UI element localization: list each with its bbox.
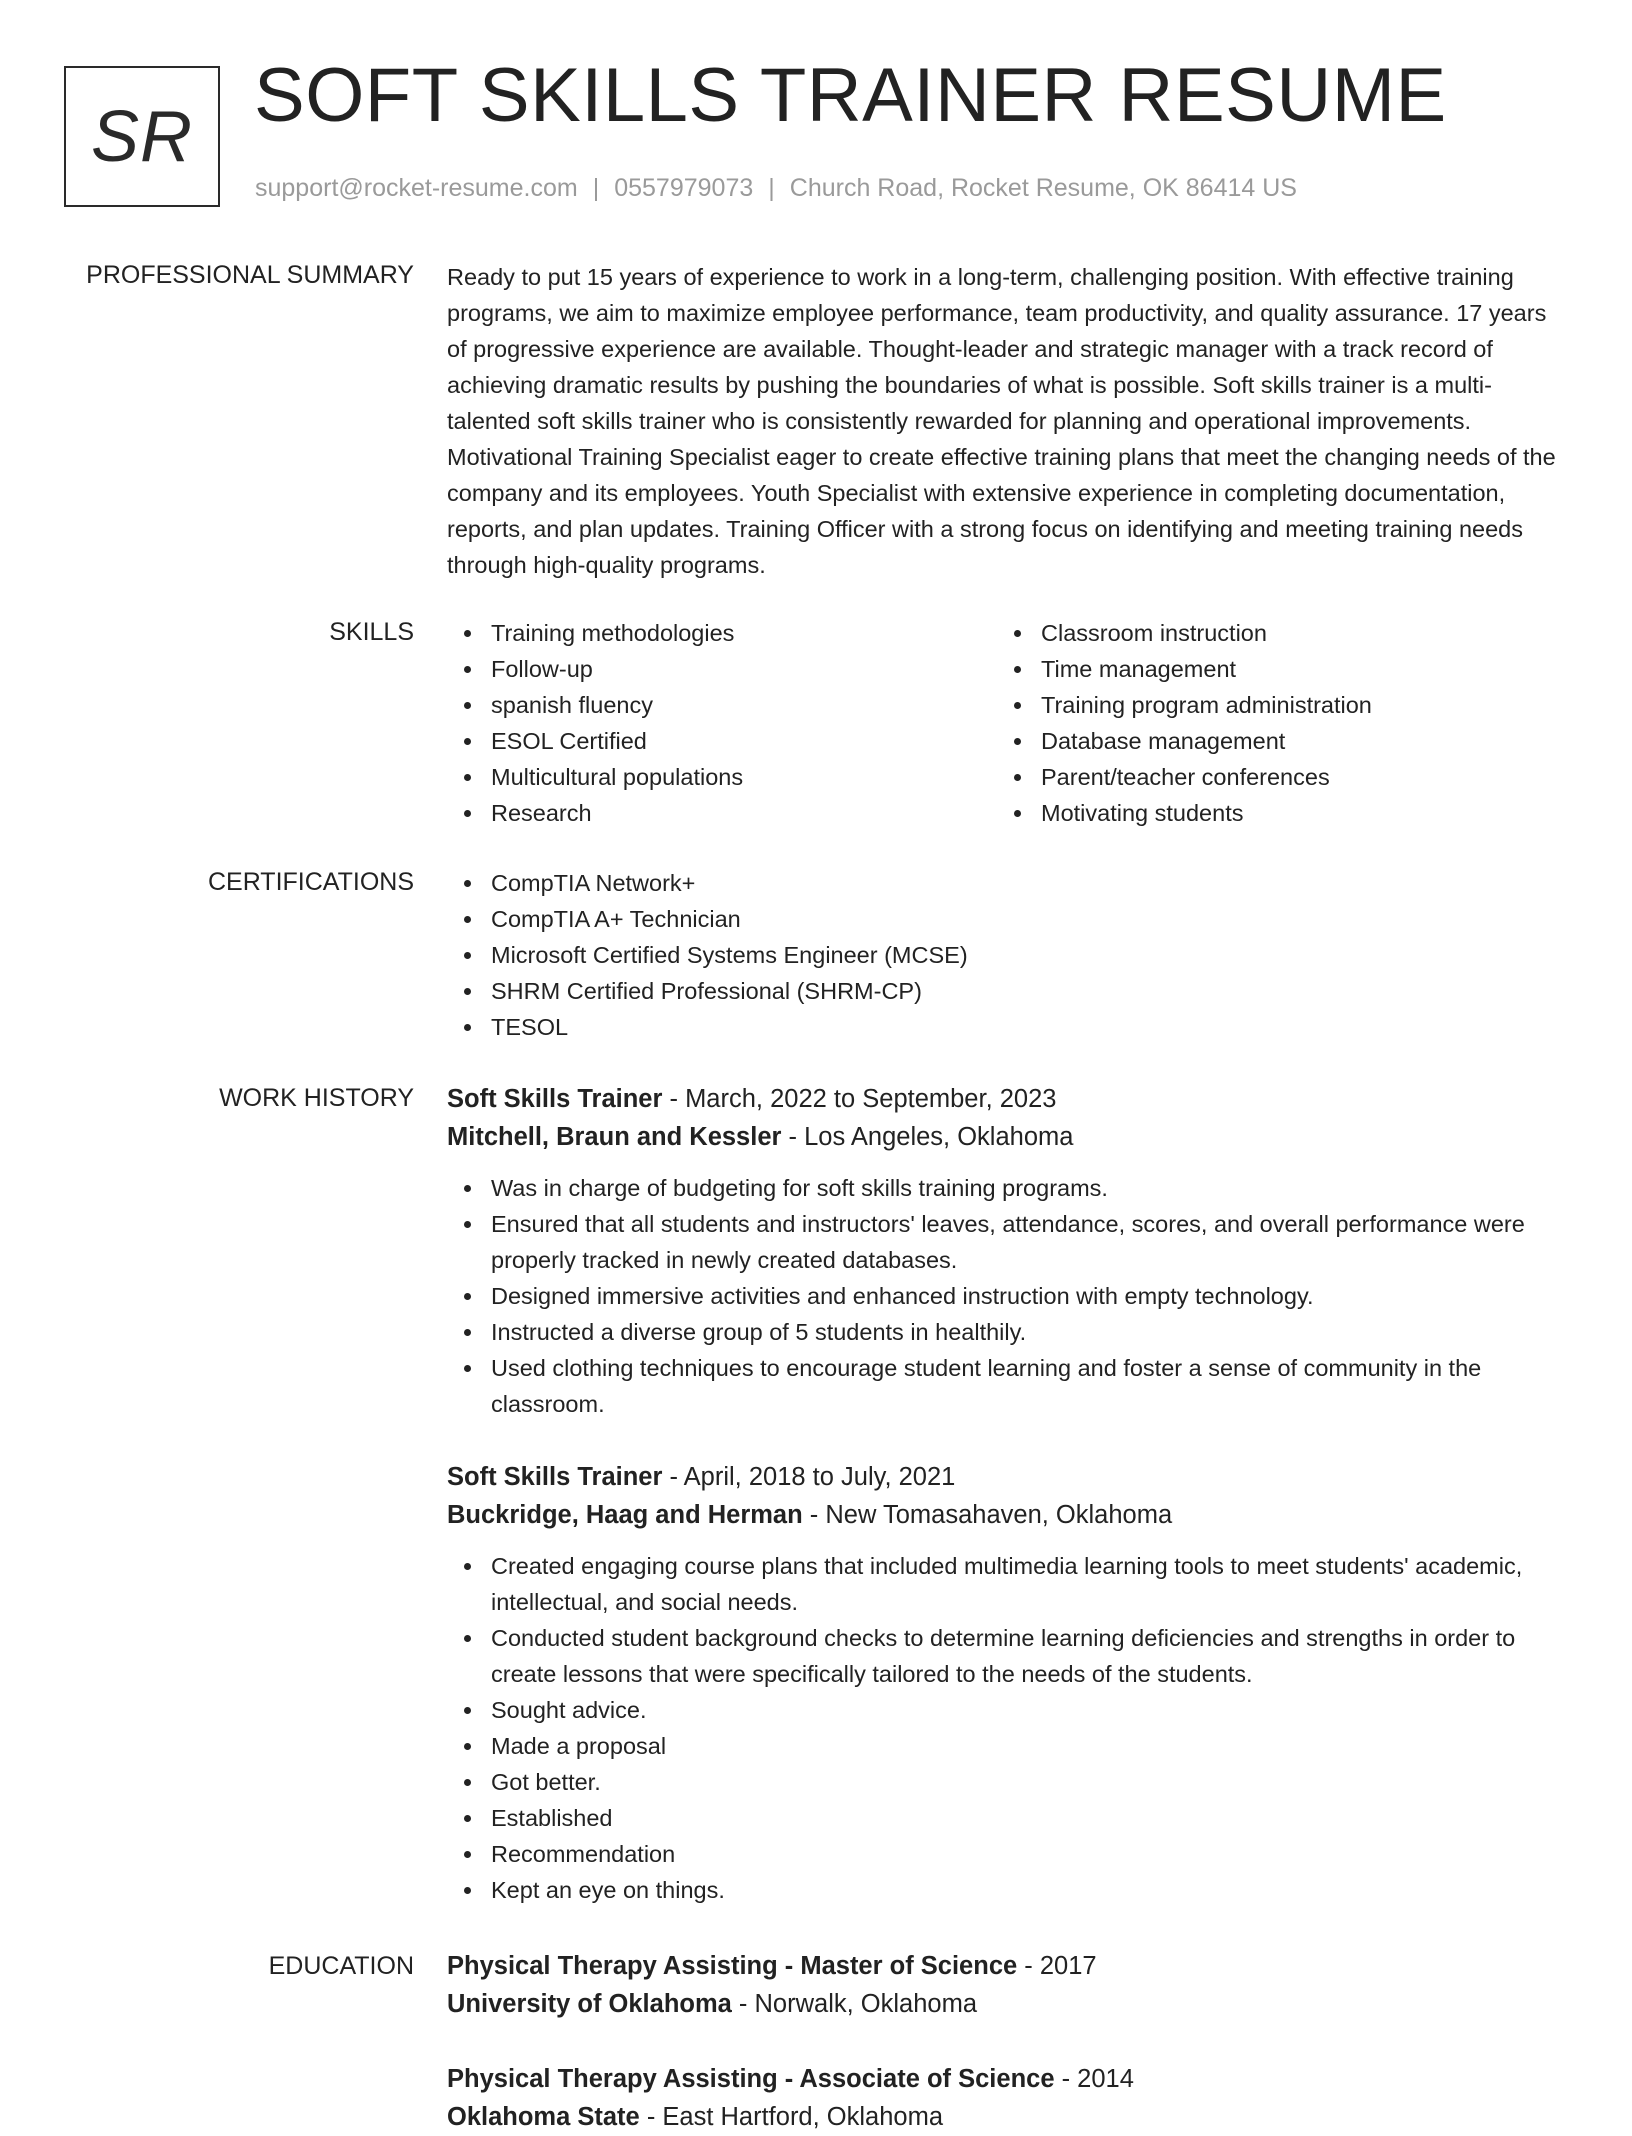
job-duty-item: Used clothing techniques to encourage student learning and foster a sense of community in the classroom. [447,1350,1557,1422]
certification-item: SHRM Certified Professional (SHRM-CP) [447,973,1557,1009]
education-location: - East Hartford, Oklahoma [639,2103,944,2131]
job-dates: - April, 2018 to July, 2021 [662,1463,956,1491]
section-label-education: EDUCATION [268,1952,414,1980]
education-degree-line [447,1947,1557,1985]
certification-item: CompTIA Network+ [447,865,1557,901]
education-year: - 2014 [1054,2065,1134,2093]
job-duty-item: Made a proposal [447,1728,1557,1764]
education-degree: Physical Therapy Assisting - Associate of Science [447,2065,1055,2093]
job-title-line [447,1458,1557,1496]
contact-email[interactable]: support@rocket-resume.com [255,174,578,202]
contact-line [255,174,1297,203]
job-company-line [447,1496,1557,1534]
skill-item: ESOL Certified [447,723,997,759]
job-title-line [447,1080,1557,1118]
education-year: - 2017 [1017,1952,1097,1980]
skill-item: Training methodologies [447,615,997,651]
contact-separator: | [592,174,600,202]
job-duty-item: Ensured that all students and instructors' leaves, attendance, scores, and overall performance were properly tracked in newly created databases. [447,1206,1557,1278]
job-duty-item: Created engaging course plans that included multimedia learning tools to meet students' academic, intellectual, and social needs. [447,1548,1557,1620]
education-degree: Physical Therapy Assisting - Master of Science [447,1952,1018,1980]
job-duty-item: Instructed a diverse group of 5 students in healthily. [447,1314,1557,1350]
summary-section [447,259,1557,583]
job-duty-item: Sought advice. [447,1692,1557,1728]
education-school: University of Oklahoma [447,1990,732,2018]
summary-text: Ready to put 15 years of experience to work in a long-term, challenging position. With effective training programs, we aim to maximize employee performance, team productivity, and quality assurance. 17 years of progressive experience are available. Thought-leader and strategic manager with a track record of achieving dramatic results by pushing the boundaries of what is possible. Soft skills trainer is a multi-talented soft skills trainer who is consistently rewarded for planning and operational improvements. Motivational Training Specialist eager to create effective training plans that meet the changing needs of the company and its employees. Youth Specialist with extensive experience in completing documentation, reports, and plan updates. Training Officer with a strong focus on identifying and meeting training needs through high-quality programs. [447,264,1556,578]
job-duties-list [447,1170,1557,1422]
education-school-line [447,1985,1557,2023]
job-entry [447,1458,1557,1908]
certification-item: CompTIA A+ Technician [447,901,1557,937]
education-school: Oklahoma State [447,2103,640,2131]
skill-item: Motivating students [997,795,1547,831]
skill-item: Database management [997,723,1547,759]
section-label-skills: SKILLS [329,618,414,646]
certification-item: TESOL [447,1009,1557,1045]
skill-item: Follow-up [447,651,997,687]
job-location: - Los Angeles, Oklahoma [781,1123,1074,1151]
job-dates: - March, 2022 to September, 2023 [662,1085,1057,1113]
education-degree-line [447,2060,1557,2098]
section-label-summary: PROFESSIONAL SUMMARY [86,261,414,289]
section-label-work-history: WORK HISTORY [219,1084,414,1112]
job-duty-item: Designed immersive activities and enhanced instruction with empty technology. [447,1278,1557,1314]
job-duty-item: Established [447,1800,1557,1836]
skill-item: Classroom instruction [997,615,1547,651]
job-entry [447,1080,1557,1422]
skill-item: Training program administration [997,687,1547,723]
certifications-section [447,865,1557,1045]
job-duty-item: Conducted student background checks to determine learning deficiencies and strengths in order to create lessons that were specifically tailored to the needs of the students. [447,1620,1557,1692]
job-title: Soft Skills Trainer [447,1463,663,1491]
skill-item: Multicultural populations [447,759,997,795]
education-location: - Norwalk, Oklahoma [731,1990,977,2018]
skill-item: spanish fluency [447,687,997,723]
education-school-line [447,2098,1557,2136]
job-duties-list [447,1548,1557,1908]
job-duty-item: Recommendation [447,1836,1557,1872]
education-entry [447,2060,1557,2136]
job-title: Soft Skills Trainer [447,1085,663,1113]
skills-list-right [997,615,1547,831]
section-label-certifications: CERTIFICATIONS [207,868,414,896]
skills-section [447,615,1557,831]
job-company: Buckridge, Haag and Herman [447,1501,803,1529]
job-duty-item: Was in charge of budgeting for soft skills training programs. [447,1170,1557,1206]
contact-phone[interactable]: 0557979073 [614,174,754,202]
skill-item: Time management [997,651,1547,687]
education-entry [447,1947,1557,2023]
skill-item: Parent/teacher conferences [997,759,1547,795]
job-duty-item: Got better. [447,1764,1557,1800]
job-location: - New Tomasahaven, Oklahoma [802,1501,1173,1529]
job-company: Mitchell, Braun and Kessler [447,1123,782,1151]
monogram-logo: SR [64,66,220,207]
certifications-list [447,865,1557,1045]
skills-list-left [447,615,997,831]
certification-item: Microsoft Certified Systems Engineer (MCSE) [447,937,1557,973]
job-company-line [447,1118,1557,1156]
resume-title: SOFT SKILLS TRAINER RESUME [254,53,1447,138]
contact-address: Church Road, Rocket Resume, OK 86414 US [789,174,1297,202]
contact-separator: | [768,174,775,202]
job-duty-item: Kept an eye on things. [447,1872,1557,1908]
skill-item: Research [447,795,997,831]
